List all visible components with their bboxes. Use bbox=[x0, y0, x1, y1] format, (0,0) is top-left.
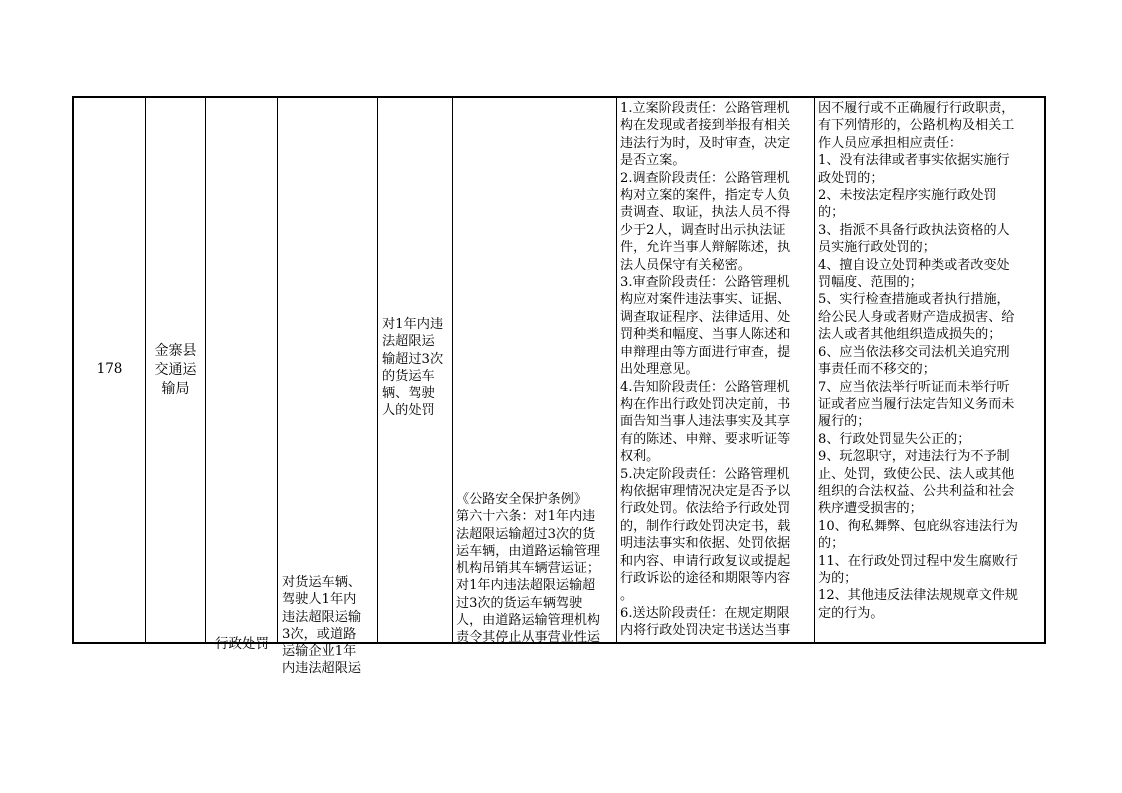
accountability-item: 1、没有法律或者事实依据实施行 政处罚的； bbox=[818, 153, 1010, 186]
responsibility-stage-4: 4.告知阶段责任：公路管理机 构在作出行政处罚决定前，书 面告知当事人违法事实及其享 有的陈述、申辩、要求听证等 权利。 bbox=[620, 379, 791, 465]
responsibilities-cell bbox=[617, 98, 814, 642]
row-number: 178 bbox=[96, 361, 123, 378]
responsibility-stage-2: 2.调查阶段责任：公路管理机 构对立案的案件，指定专人负 责调查、取证，执法人员不得 少于2人，调查时出示执法证 件，允许当事人辩解陈述，执 法人员保守有关秘密。 bbox=[620, 170, 791, 273]
accountability-item: 2、未按法定程序实施行政处罚 的； bbox=[818, 188, 997, 221]
accountability-item: 5、实行检查措施或者执行措施， 给公民人身或者财产造成损害、给 法人或者其他组织造成损失的； bbox=[818, 292, 1015, 343]
item-name: 对货运车辆、 驾驶人1年内 违法超限运输 3次，或道路 运输企业1年 内违法超限运 bbox=[282, 575, 362, 677]
item-name-cell bbox=[278, 98, 377, 677]
responsibility-stage-1: 1.立案阶段责任：公路管理机 构在发现或者接到举报有相关 违法行为时，及时审查，决定 是否立案。 bbox=[620, 101, 791, 169]
accountability-item: 6、应当依法移交司法机关追究刑 事责任而不移交的； bbox=[818, 344, 1010, 378]
legal-basis-cell bbox=[453, 98, 616, 646]
category-label: 行政处罚 bbox=[215, 636, 269, 652]
accountability-item: 12、其他违反法律法规规章文件规 定的行为。 bbox=[818, 588, 1018, 621]
responsibility-stage-6: 6.送达阶段责任：在规定期限 内将行政处罚决定书送达当事 bbox=[620, 605, 791, 639]
accountability-item: 10、徇私舞弊、包庇纵容违法行为 的； bbox=[818, 518, 1018, 552]
accountability-item: 4、擅自设立处罚种类或者改变处 罚幅度、范围的； bbox=[818, 257, 1010, 291]
accountability-cell bbox=[815, 98, 1044, 642]
legal-basis-text: 《公路安全保护条例》 第六十六条：对1年内违 法超限运输超过3次的货 运车辆，由道路运输管理 机构吊销其车辆营运证； 对1年内违法超限运输超 过3次的货运车辆驾驶 人，由道路运输管理机构 责令其停止从事营业性运 bbox=[456, 492, 601, 646]
accountability-item: 11、在行政处罚过程中发生腐败行 为的； bbox=[818, 553, 1018, 586]
department-cell bbox=[146, 98, 205, 642]
accountability-intro: 因不履行或不正确履行行政职责， 有下列情形的，公路机构及相关工 作人员应承担相应责任： bbox=[818, 101, 1015, 151]
accountability-item: 8、行政处罚显失公正的； bbox=[818, 431, 971, 447]
sub-item-name: 对1年内违 法超限运 输超过3次 的货运车 辆、驾驶 人的处罚 bbox=[382, 317, 444, 419]
accountability-item: 7、应当依法举行听证而未举行听 证或者应当履行法定告知义务而未 履行的； bbox=[818, 379, 1015, 430]
responsibility-stage-3: 3.审查阶段责任：公路管理机 构应对案件违法事实、证据、 调查取证程序、法律适用、处 罚种类和幅度、当事人陈述和 申辩理由等方面进行审查，提 出处理意见。 bbox=[620, 275, 791, 378]
accountability-item: 3、指派不具备行政执法资格的人 员实施行政处罚的； bbox=[818, 222, 1010, 256]
category-cell bbox=[206, 98, 277, 652]
row-number-cell bbox=[74, 98, 145, 642]
department-name: 金寨县 交通运 输局 bbox=[154, 342, 197, 397]
responsibility-stage-5: 5.决定阶段责任：公路管理机 构依据审理情况决定是否予以 行政处罚。依法给予行政处罚 的，制作行政处罚决定书，载 明违法事实和依据、处罚依据 和内容、申请行政复议或提起 行政诉讼的途径和期限等内容 。 bbox=[620, 466, 791, 604]
sub-item-cell bbox=[378, 98, 452, 642]
accountability-item: 9、玩忽职守，对违法行为不予制 止、处罚，致使公民、法人或其他 组织的合法权益、公共利益和社会 秩序遭受损害的； bbox=[818, 449, 1015, 517]
